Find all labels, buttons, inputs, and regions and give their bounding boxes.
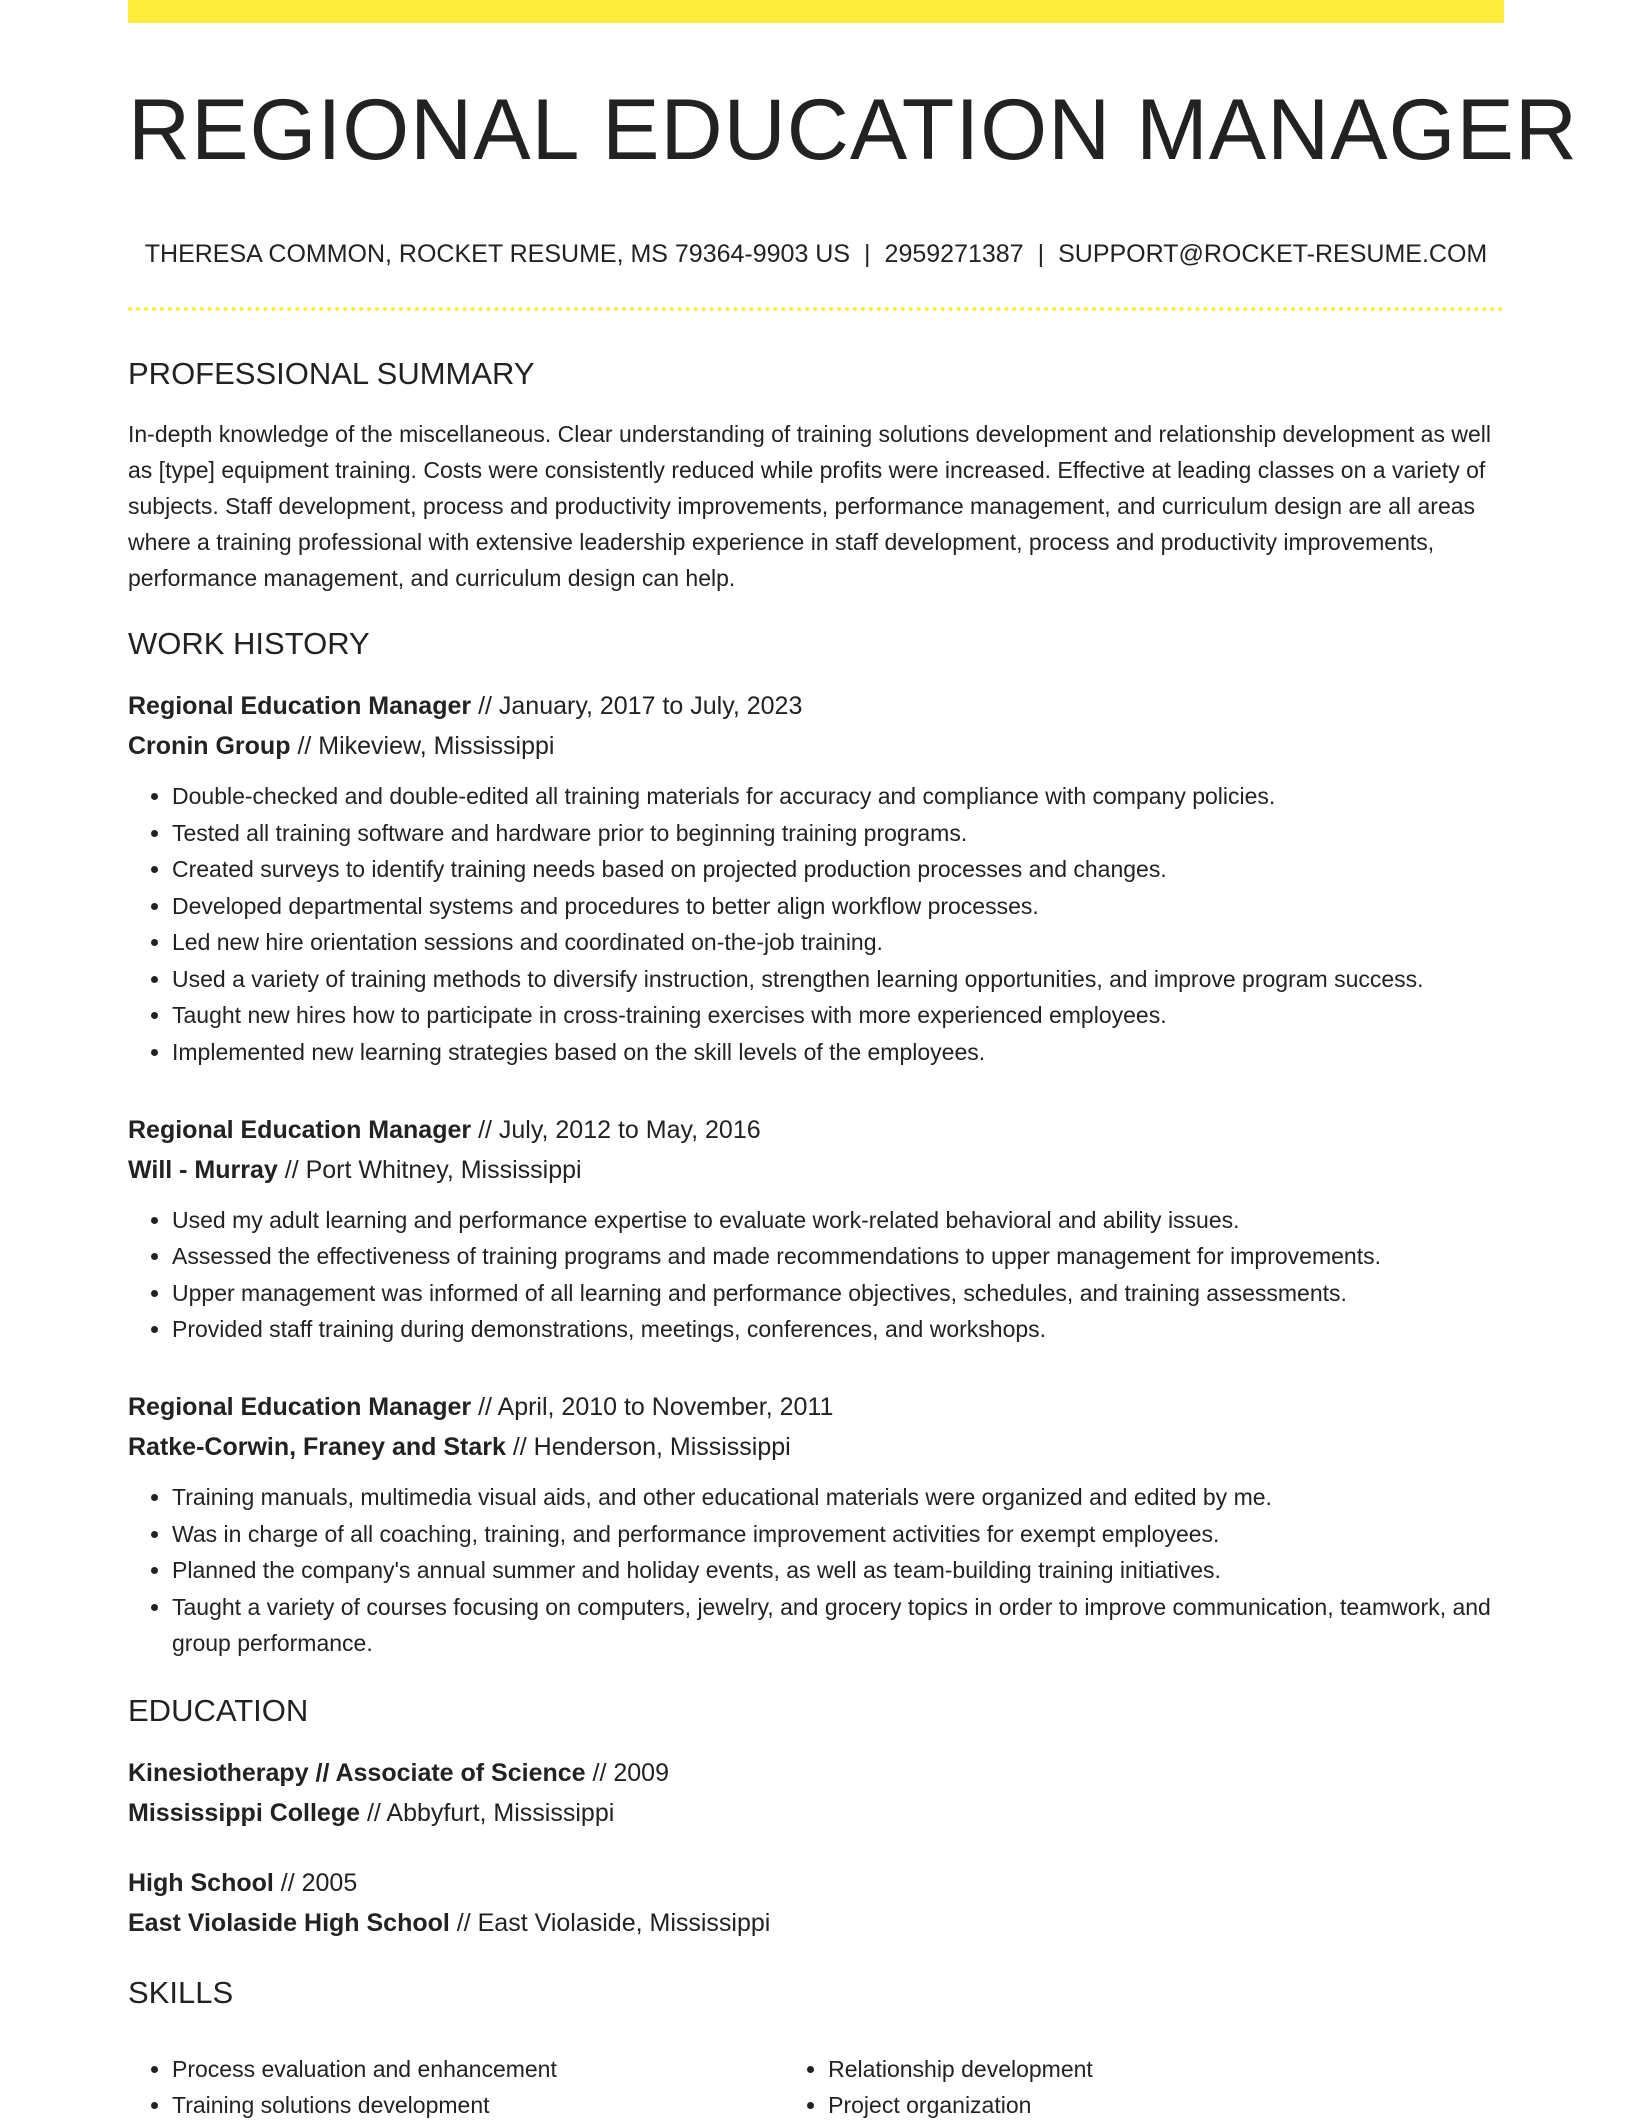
job-title: Regional Education Manager — [128, 692, 472, 720]
section-heading-education: EDUCATION — [128, 1692, 309, 1728]
job-bullet: • Implemented new learning strategies based on the skill levels of the employees. — [172, 1034, 1504, 1070]
dotted-divider — [128, 307, 1504, 311]
resume-body — [128, 352, 1504, 2124]
school-name: Mississippi College — [128, 1798, 361, 1827]
education-entry — [128, 1863, 1504, 1943]
education-section — [128, 1689, 1504, 1943]
job-dates: // January, 2017 to July, 2023 — [478, 692, 803, 720]
job-company-line — [128, 1427, 1504, 1467]
job-bullets — [128, 1479, 1504, 1661]
contact-email: SUPPORT@ROCKET-RESUME.COM — [1058, 240, 1488, 268]
skills-list-left — [128, 2051, 784, 2124]
degree-line — [128, 1863, 1504, 1903]
job-company: Ratke-Corwin, Franey and Stark — [128, 1433, 506, 1461]
school-location: // East Violaside, Mississippi — [456, 1908, 771, 1937]
job-entry — [128, 1387, 1504, 1661]
work-history-section — [128, 622, 1504, 1661]
job-bullet: • Used my adult learning and performance expertise to evaluate work-related behavioral and ability issues. — [172, 1202, 1504, 1238]
job-location: // Port Whitney, Mississippi — [284, 1155, 582, 1184]
job-company: Will - Murray — [128, 1155, 278, 1184]
job-company-line — [128, 1150, 1504, 1190]
section-heading-work-history: WORK HISTORY — [128, 626, 370, 661]
school-name: East Violaside High School — [128, 1908, 450, 1937]
skill-item: • Project organization — [828, 2087, 1504, 2123]
job-title: Regional Education Manager — [128, 1393, 472, 1421]
degree: Kinesiotherapy // Associate of Science — [128, 1758, 586, 1787]
job-location: // Henderson, Mississippi — [512, 1433, 791, 1461]
graduation-year: // 2009 — [592, 1758, 669, 1787]
job-bullet: • Taught a variety of courses focusing on computers, jewelry, and grocery topics in order to improve communication, teamwork, and group performance. — [172, 1589, 1504, 1661]
job-location: // Mikeview, Mississippi — [297, 732, 555, 760]
job-company: Cronin Group — [128, 732, 291, 760]
contact-separator: | — [1037, 240, 1045, 268]
skill-item: • Process evaluation and enhancement — [172, 2051, 784, 2087]
job-bullet: • Assessed the effectiveness of training programs and made recommendations to upper management for improvements. — [172, 1238, 1504, 1274]
summary-text: In-depth knowledge of the miscellaneous. Clear understanding of training solutions development and relationship development as well as [type] equipment training. Costs were consistently reduced while profits were increased. Effective at leading classes on a variety of subjects. Staff development, process and productivity improvements, performance management, and curriculum design are all areas where a training professional with extensive leadership experience in staff development, process and productivity improvements, performance management, and curriculum design can help. — [128, 421, 1491, 591]
school-line — [128, 1793, 1504, 1833]
job-bullet: • Used a variety of training methods to diversify instruction, strengthen learning opportunities, and improve program success. — [172, 961, 1504, 997]
job-bullets — [128, 778, 1504, 1070]
skill-item: • Relationship development — [828, 2051, 1504, 2087]
job-entry — [128, 1110, 1504, 1348]
job-entry — [128, 686, 1504, 1070]
job-bullet: • Training manuals, multimedia visual aids, and other educational materials were organized and edited by me. — [172, 1479, 1504, 1515]
degree-line — [128, 1753, 1504, 1793]
graduation-year: // 2005 — [280, 1868, 358, 1897]
job-bullet: • Planned the company's annual summer and holiday events, as well as team-building training initiatives. — [172, 1552, 1504, 1588]
job-bullet: • Tested all training software and hardware prior to beginning training programs. — [172, 815, 1504, 851]
school-line — [128, 1903, 1504, 1943]
job-bullets — [128, 1202, 1504, 1348]
contact-address: THERESA COMMON, ROCKET RESUME, MS 79364-9903 US — [144, 240, 851, 268]
job-bullet: • Created surveys to identify training needs based on projected production processes and changes. — [172, 851, 1504, 887]
job-title-line — [128, 1387, 1504, 1427]
skills-columns — [128, 2035, 1504, 2124]
degree: High School — [128, 1868, 274, 1897]
school-location: // Abbyfurt, Mississippi — [366, 1798, 615, 1827]
contact-phone: 2959271387 — [884, 240, 1024, 268]
job-dates: // July, 2012 to May, 2016 — [478, 1115, 761, 1144]
job-dates: // April, 2010 to November, 2011 — [478, 1393, 834, 1421]
job-title-line — [128, 686, 1504, 726]
section-heading-summary: PROFESSIONAL SUMMARY — [128, 356, 535, 391]
skill-item: • Training solutions development — [172, 2087, 784, 2123]
skills-list-right — [784, 2051, 1504, 2124]
job-company-line — [128, 726, 1504, 766]
job-bullet: • Was in charge of all coaching, training, and performance improvement activities for exempt employees. — [172, 1516, 1504, 1552]
resume-title: REGIONAL EDUCATION MANAGER — [128, 82, 1578, 178]
contact-line — [128, 236, 1504, 272]
job-bullet: • Led new hire orientation sessions and coordinated on-the-job training. — [172, 924, 1504, 960]
job-bullet: • Developed departmental systems and procedures to better align workflow processes. — [172, 888, 1504, 924]
job-bullet: • Provided staff training during demonstrations, meetings, conferences, and workshops. — [172, 1311, 1504, 1347]
section-heading-skills: SKILLS — [128, 1974, 234, 2010]
job-title-line — [128, 1110, 1504, 1150]
skills-section — [128, 1971, 1504, 2124]
education-entry — [128, 1753, 1504, 1833]
job-bullet: • Double-checked and double-edited all training materials for accuracy and compliance with company policies. — [172, 778, 1504, 814]
professional-summary-section — [128, 352, 1504, 596]
job-bullet: • Taught new hires how to participate in cross-training exercises with more experienced employees. — [172, 997, 1504, 1033]
accent-top-bar — [128, 0, 1504, 23]
contact-separator: | — [864, 240, 871, 268]
job-bullet: • Upper management was informed of all learning and performance objectives, schedules, and training assessments. — [172, 1275, 1504, 1311]
job-title: Regional Education Manager — [128, 1115, 472, 1144]
